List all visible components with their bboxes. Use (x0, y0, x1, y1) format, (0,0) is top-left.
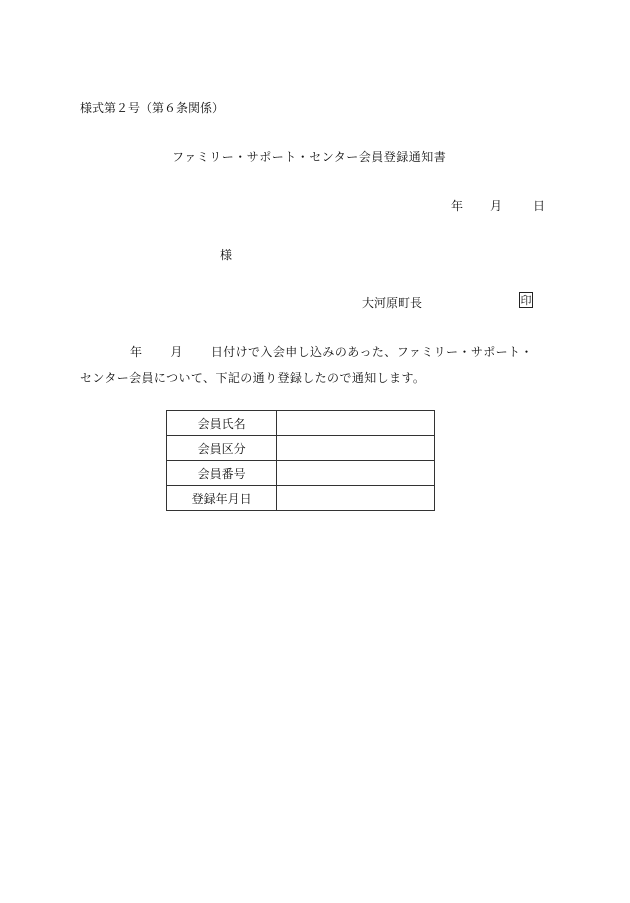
document-title: ファミリー・サポート・センター会員登録通知書 (172, 150, 447, 164)
row-value-member-category (277, 436, 435, 461)
table-row (167, 436, 435, 461)
body-month: 月 (170, 345, 183, 359)
row-label-member-number: 会員番号 (167, 461, 277, 486)
row-value-member-number (277, 461, 435, 486)
member-info-table (166, 410, 435, 511)
row-value-registration-date (277, 486, 435, 511)
row-label-member-category: 会員区分 (167, 436, 277, 461)
date-year: 年 (451, 199, 464, 213)
row-value-member-name (277, 411, 435, 436)
body-line-1 (130, 343, 533, 360)
row-label-registration-date: 登録年月日 (167, 486, 277, 511)
date-month: 月 (490, 199, 503, 213)
addressee-suffix: 様 (220, 248, 233, 262)
body-year: 年 (130, 345, 143, 359)
date-day: 日 (533, 199, 546, 213)
form-number: 様式第２号（第６条関係） (80, 101, 225, 115)
date-line (451, 197, 545, 214)
seal-mark: 印 (520, 294, 532, 307)
table-row (167, 486, 435, 511)
issuer-name: 大河原町長 (362, 296, 423, 310)
row-label-member-name: 会員氏名 (167, 411, 277, 436)
body-line-1-rest: 日付けで入会申し込みのあった、ファミリー・サポート・ (210, 345, 533, 359)
table-row (167, 411, 435, 436)
table-row (167, 461, 435, 486)
body-line-2: センター会員について、下記の通り登録したので通知します。 (80, 371, 426, 385)
